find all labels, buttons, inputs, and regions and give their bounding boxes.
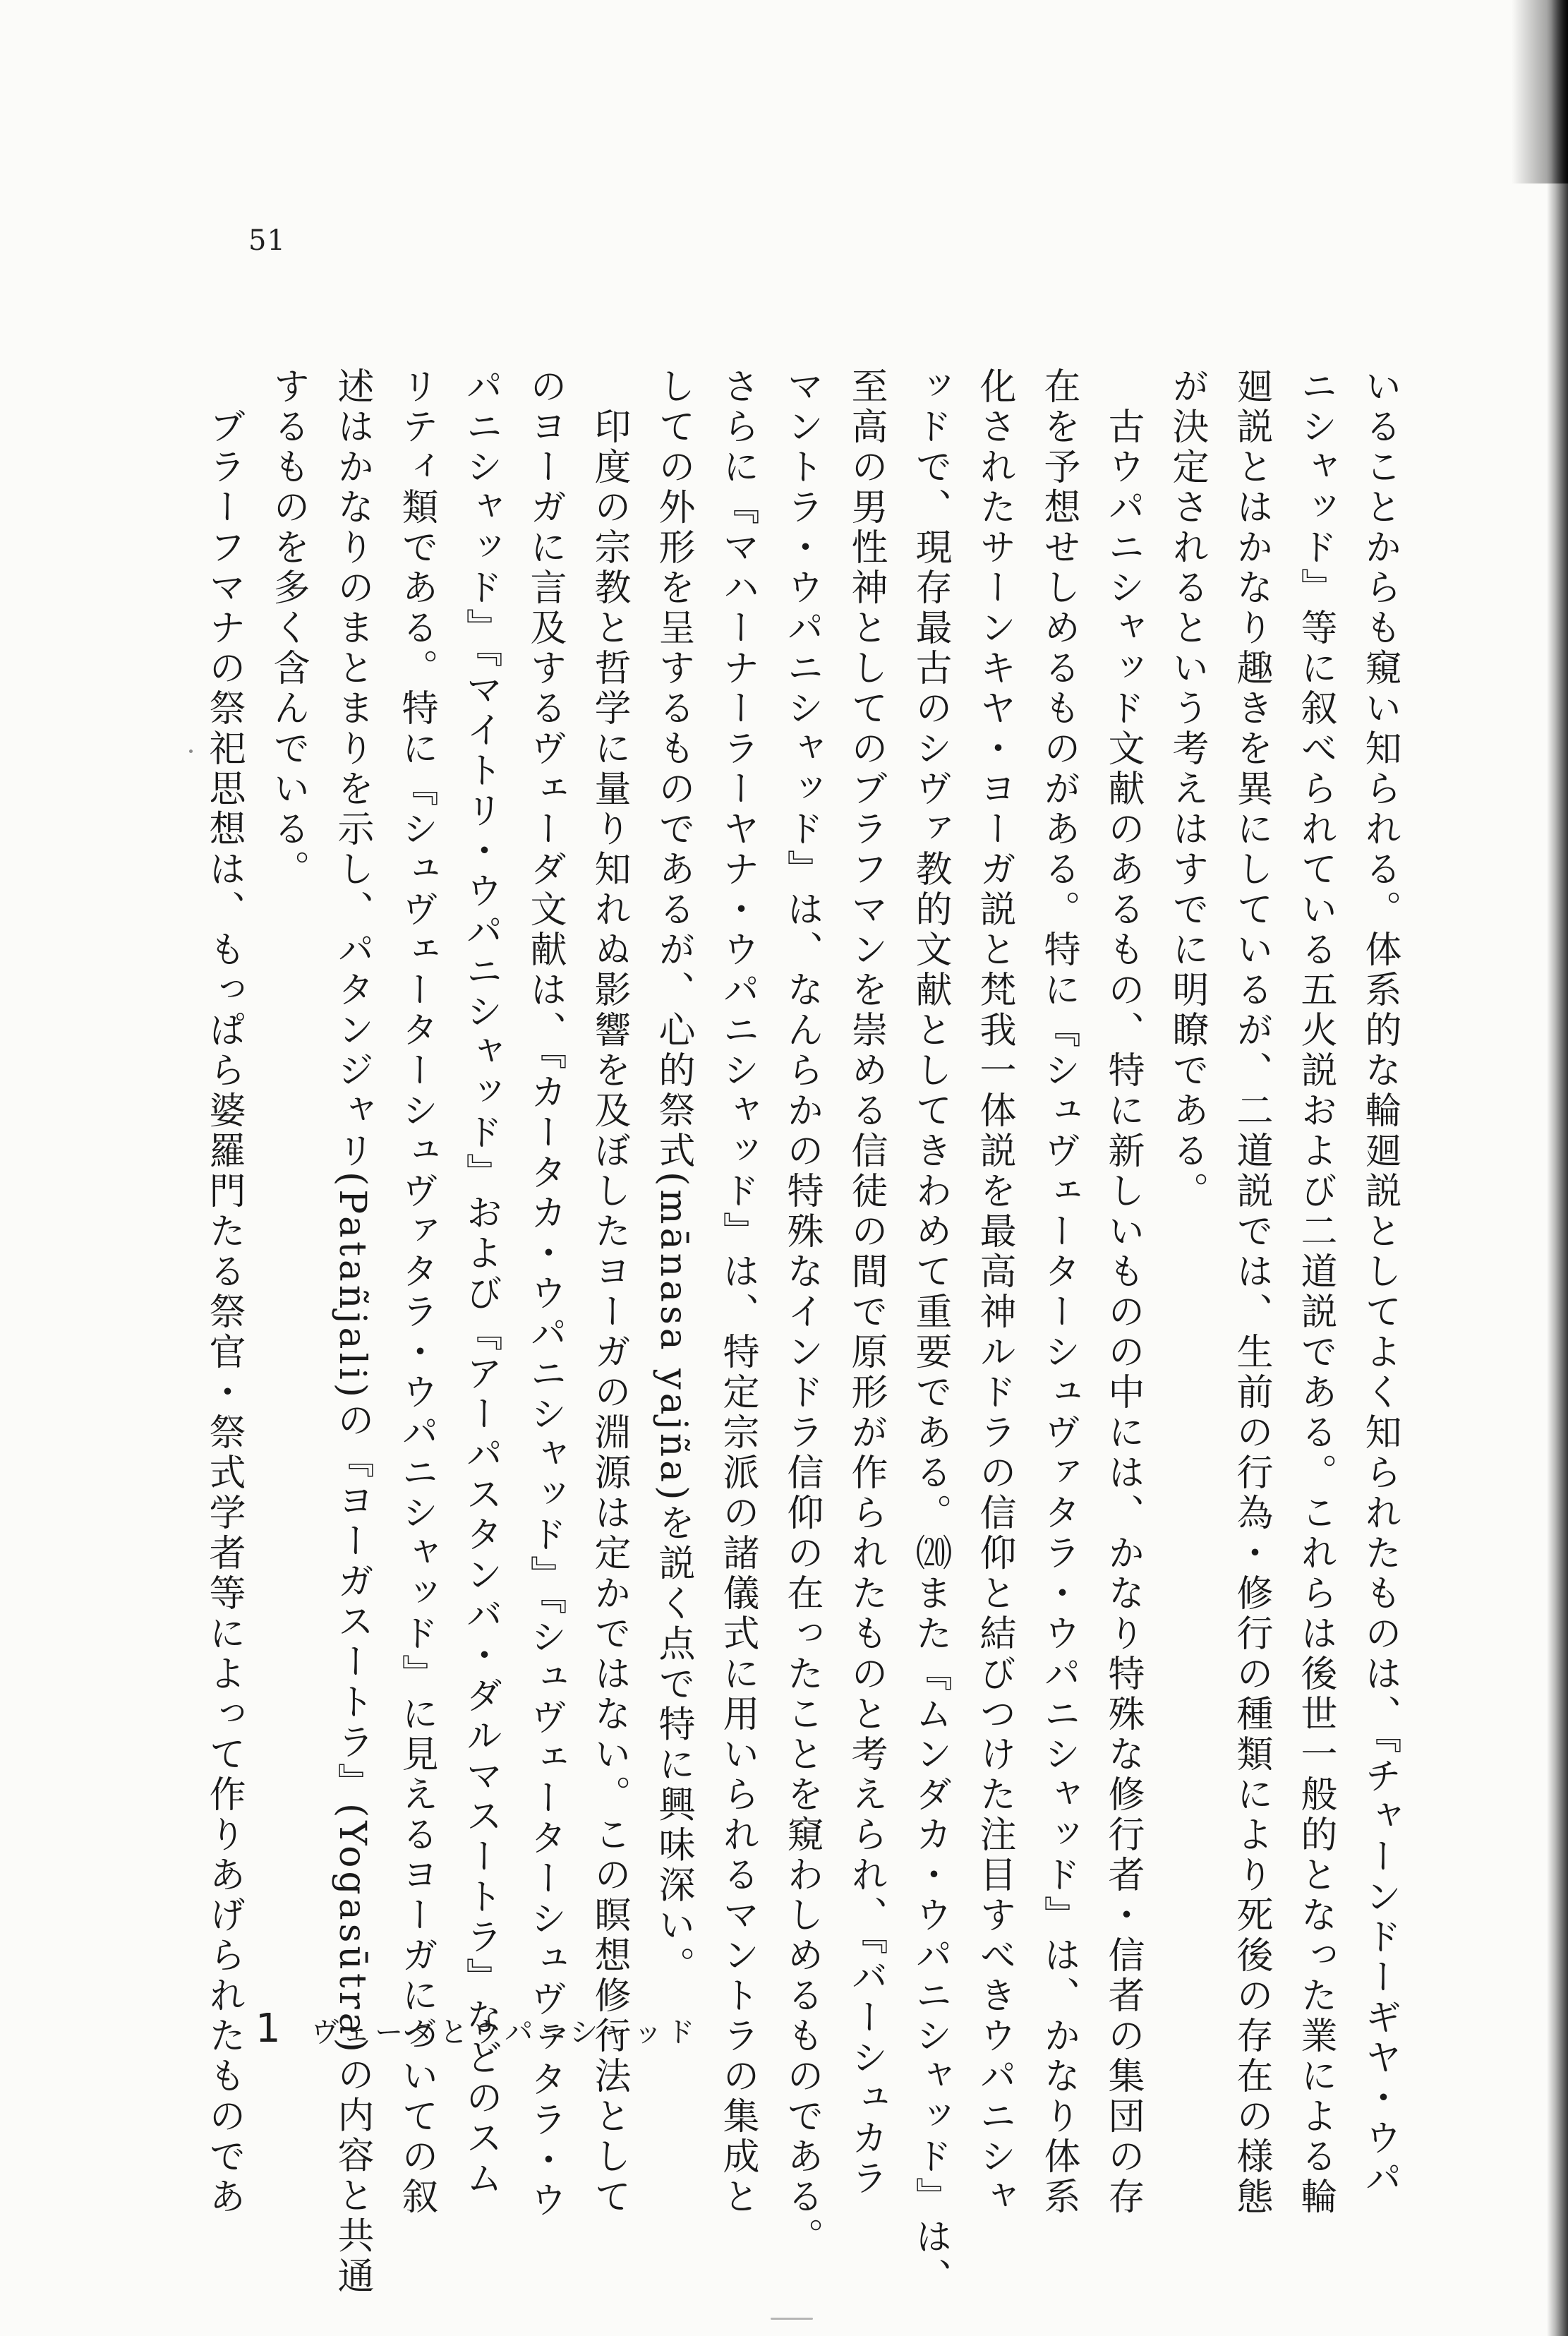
text-column: ブラーフマナの祭祀思想は、もっぱら婆羅門たる祭官・祭式学者等によって作りあげられたものであ xyxy=(203,367,245,2217)
text-column: 述はかなりのまとまりを示し、パタンジャリ(Patañjali)の『ヨーガスートラ』(Yogasūtra)の内容と共通 xyxy=(331,367,373,2297)
chapter-number: 1 xyxy=(255,2006,281,2052)
scan-edge-shadow xyxy=(1547,0,1568,2336)
text-column: マントラ・ウパニシャッド』は、なんらかの特殊なインドラ信仰の在ったことを窺わしめるものである。 xyxy=(780,367,823,2258)
text-column: さらに『マハーナーラーヤナ・ウパニシャッド』は、特定宗派の諸儀式に用いられるマントラの集成と xyxy=(716,367,759,2217)
scan-corner-shadow xyxy=(1512,0,1568,183)
text-column: パニシャッド』『マイトリ・ウパニシャッド』および『アーパスタンバ・ダルマスートラ』などのスム xyxy=(459,367,502,2199)
text-column: ニシャッド』等に叙べられている五火説および二道説である。これらは後世一般的となった業による輪 xyxy=(1294,367,1337,2217)
text-column: するものを多く含んでいる。 xyxy=(267,367,309,890)
scan-speck xyxy=(189,749,193,753)
text-column: 古ウパニシャッド文献のあるもの、特に新しいものの中には、かなり特殊な修行者・信者の集団の存 xyxy=(1102,367,1144,2217)
text-column: が決定されるという考えはすでに明瞭である。 xyxy=(1166,367,1208,1212)
scan-speck xyxy=(771,2318,813,2320)
text-column: 化されたサーンキヤ・ヨーガ説と梵我一体説を最高神ルドラの信仰と結びつけた注目すべきウパニシャ xyxy=(973,367,1015,2217)
text-column: 廻説とはかなり趣きを異にしているが、二道説では、生前の行為・修行の種類により死後の存在の様態 xyxy=(1230,367,1272,2217)
text-column: 在を予想せしめるものがある。特に『シュヴェーターシュヴァタラ・ウパニシャッド』は、かなり体系 xyxy=(1037,367,1080,2217)
page-number: 51 xyxy=(248,224,286,257)
text-column: のヨーガに言及するヴェーダ文献は、『カータカ・ウパニシャッド』『シュヴェーターシュヴァタラ・ウ xyxy=(524,367,566,2221)
chapter-title: ヴェーダとウパニシャッド xyxy=(310,2016,699,2049)
text-column: リティ類である。特に『シュヴェーターシュヴァタラ・ウパニシャッド』に見えるヨーガについての叙 xyxy=(395,367,438,2217)
running-head xyxy=(255,2006,699,2052)
text-column: 至高の男性神としてのブラフマンを崇める信徒の間で原形が作られたものと考えられ、『バーシュカラ xyxy=(845,367,887,2199)
text-column: 印度の宗教と哲学に量り知れぬ影響を及ぼしたヨーガの淵源は定かではない。この瞑想修行法として xyxy=(588,367,630,2217)
text-column: ッドで、現存最古のシヴァ教的文献としてきわめて重要である。⒇また『ムンダカ・ウパニシャッド』は、 xyxy=(909,367,951,2298)
text-column: いることからも窺い知られる。体系的な輪廻説としてよく知られたものは、『チャーンドーギヤ・ウパ xyxy=(1358,367,1401,2199)
text-column: しての外形を呈するものであるが、心的祭式(mānasa yajña)を説く点で特に興味深い。 xyxy=(652,367,694,1987)
